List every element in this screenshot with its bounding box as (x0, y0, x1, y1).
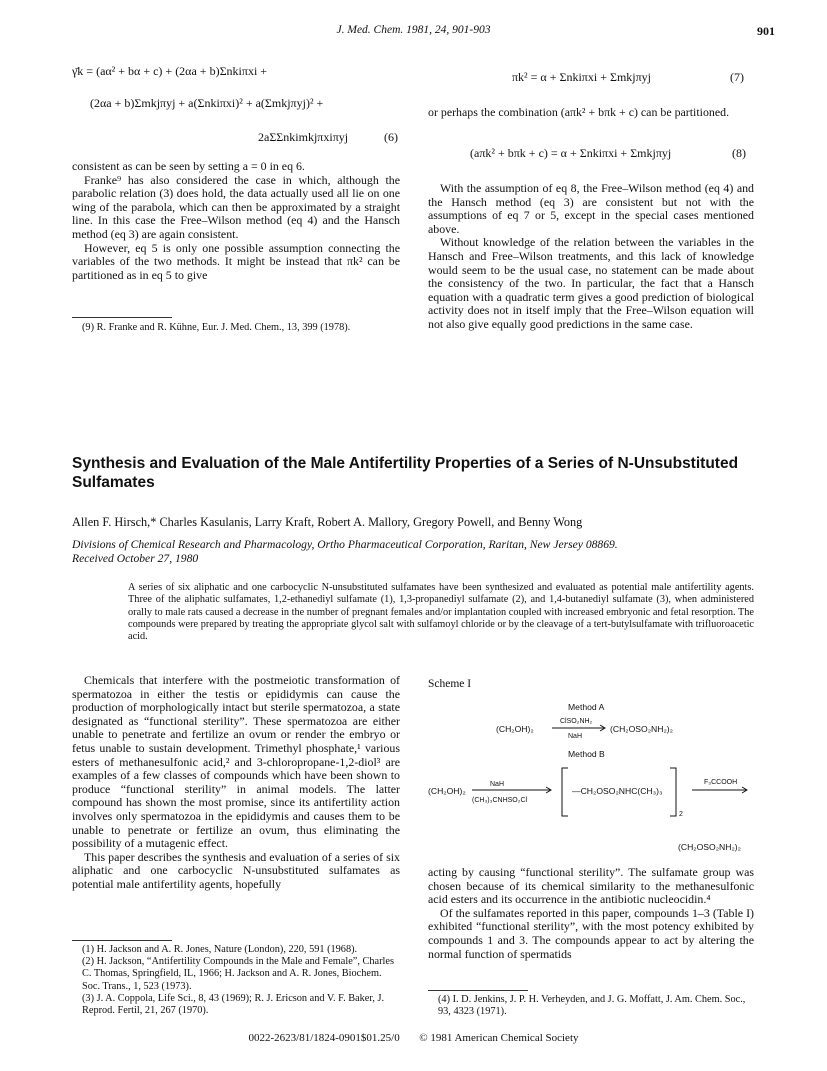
method-b-reactant: (CH₂OH)₂ (428, 786, 466, 796)
method-a-reagent-top: ClSO₂NH₂ (560, 718, 593, 725)
affiliation (72, 538, 762, 565)
footnote-3: (3) J. A. Coppola, Life Sci., 8, 43 (1969); R. J. Ericson and V. F. Baker, J. Reprod. Fertil, 21, 267 (1970). (82, 992, 385, 1017)
left-top-text (72, 160, 400, 282)
copyright-notice: © 1981 American Chemical Society (419, 1032, 579, 1044)
method-a-reactant: (CH₂OH)₂ (496, 724, 534, 734)
bracket-left (562, 768, 568, 816)
paragraph: Of the sulfamates reported in this paper, compounds 1–3 (Table I) exhibited “functional sterility”, with the most potency exhibited by compounds 1 and 3. The compounds appear to act by altering the normal function of spermatids (428, 905, 754, 961)
equation-6-line-3: 2aΣΣnkimkjπxiπyj (258, 130, 349, 144)
paragraph: With the assumption of eq 8, the Free–Wilson method (eq 4) and the Hansch method (eq 3) are consistent but not with the assumptions of eq 7 or 5, except in the special cases mentioned above. (428, 181, 754, 236)
method-b-reagent-top: NaH (490, 781, 505, 788)
page-footer (0, 1032, 827, 1044)
equation-7: πk² = α + Σnkiπxi + Σmkjπyj (512, 70, 652, 84)
footnote-1: (1) H. Jackson and A. R. Jones, Nature (London), 220, 591 (1968). (82, 944, 358, 955)
footnote-divider (428, 990, 528, 991)
running-header (0, 24, 827, 40)
method-b-intermediate: —CH₂OSO₂NHC(CH₃)₃ (572, 786, 663, 796)
author-list: Allen F. Hirsch,* Charles Kasulanis, Larry Kraft, Robert A. Mallory, Gregory Powell, and Benny Wong (72, 515, 583, 529)
footnote-9: (9) R. Franke and R. Kühne, Eur. J. Med. Chem., 13, 399 (1978). (82, 322, 351, 333)
journal-citation: J. Med. Chem. 1981, 24, 901-903 (336, 24, 491, 36)
paragraph: This paper describes the synthesis and evaluation of a series of six aliphatic and one carbocyclic N-unsubstituted sulfamates as potential male antifertility agents, hopefully (72, 849, 400, 891)
equation-8: (aπk² + bπk + c) = α + Σnkiπxi + Σmkjπyj (470, 146, 672, 160)
method-a-product: (CH₂OSO₂NH₂)₂ (610, 724, 673, 734)
paragraph: acting by causing “functional sterility”. The sulfamate group was chosen because of its chemical similarity to the methanesulfonic acid esters and its occurrence in the antibiotic nucleocidin.⁴ (428, 865, 754, 907)
method-b-product: (CH₂OSO₂NH₂)₂ (678, 842, 741, 852)
affiliation-text: Divisions of Chemical Research and Pharmacology, Ortho Pharmaceutical Corporation, Raritan, New Jersey 08869. (72, 538, 618, 551)
scheme-1-diagram (428, 690, 758, 860)
paragraph: Without knowledge of the relation between the variables in the Hansch and Free–Wilson treatments, and this lack of knowledge would seem to be the usual case, no statement can be made about the consistency of the two. In particular, the fact that a Hansch equation with a quadratic term gives a good prediction of biological activity does not in itself imply that the Free–Wilson equation will not also give equally good predictions in the same case. (428, 235, 754, 331)
equation-6-line-2: (2αa + b)Σmkjπyj + a(Σnkiπxi)² + a(Σmkjπyj)² + (90, 96, 324, 110)
paragraph: Franke⁹ has also considered the case in which, although the parabolic relation (3) does hold, the data actually used all lie on one wing of the parabola, which can then be approximated by a straight line. In this case the Free–Wilson method (eq 4) and the Hansch method (eq 3) are again consistent. (72, 172, 400, 241)
bracket-subscript: 2 (679, 811, 683, 818)
article-code: 0022-2623/81/1824-0901$01.25/0 (248, 1032, 400, 1044)
body-left-column (72, 674, 400, 892)
equation-7-number: (7) (730, 70, 744, 84)
scheme-label: Scheme I (428, 678, 472, 690)
abstract: A series of six aliphatic and one carbocyclic N-unsubstituted sulfamates have been synthesized and evaluated as potential male antifertility agents. Three of the aliphatic sulfamates, 1,2-ethanediyl sulfamate (1), 1,3-propanediyl sulfamate (2), and 1,4-butanediyl sulfamate (3), when administered orally to male rats caused a decrease in the number of pregnant females and/or implantation coupled with increased embryonic and fetal resorption. The compounds were prepared by treating the appropriate glycol salt with sulfamoyl chloride or by the cleavage of a tert-butylsulfamate with trifluoroacetic acid. (128, 582, 754, 643)
bracket-right (670, 768, 676, 816)
paragraph: However, eq 5 is only one possible assumption connecting the variables of the two methods. It might be instead that πk² can be partitioned as in eq 5 to give (72, 240, 400, 282)
method-a-label: Method A (568, 702, 605, 712)
footnotes-left (82, 944, 400, 1017)
paragraph: consistent as can be seen by setting a = 0 in eq 6. (72, 159, 305, 173)
equation-6-number: (6) (384, 130, 398, 144)
footnote-4: (4) I. D. Jenkins, J. P. H. Verheyden, and J. G. Moffatt, J. Am. Chem. Soc., 93, 4323 (1971). (438, 994, 746, 1018)
footnote-divider (72, 940, 172, 941)
right-top-text (428, 182, 754, 332)
equation-6-line-1: γ̄k = (aα² + bα + c) + (2αa + b)Σnkiπxi + (72, 64, 268, 78)
equation-8-number: (8) (732, 146, 746, 160)
body-right-column (428, 866, 754, 961)
article-title: Synthesis and Evaluation of the Male Antifertility Properties of a Series of N-Unsubstituted Sulfamates (72, 455, 739, 491)
method-b-reagent-bottom: (CH₃)₃CNHSO₂Cl (472, 797, 528, 804)
received-date: Received October 27, 1980 (72, 551, 199, 565)
paragraph: Chemicals that interfere with the postmeiotic transformation of spermatozoa in either the testis or epididymis can cause the production of morphologically intact but sterile spermatozoa, a state designated as “functional sterility”. These spermatozoa are either unable to penetrate and fertilize an ovum or render the embryo or fetus unable to sustain development. Trimethyl phosphate,¹ various esters of methanesulfonic acid,² and 3-chloropropane-1,2-diol³ are examples of a few classes of compounds which have been shown to produce “functional sterility” in animal models. The latter compound has shown the most promise, since its antifertility action involves only spermatozoa in the epididymis and causes them to be unable to penetrate or fertilize an ovum, thus eliminating the possibility of a mutagenic effect. (72, 673, 400, 851)
paragraph-partitioned: or perhaps the combination (aπk² + bπk + c) can be partitioned. (428, 105, 730, 119)
method-b-reagent-2: F₃CCOOH (704, 779, 738, 786)
method-a-reagent-bottom: NaH (568, 733, 583, 740)
footnote-2: (2) H. Jackson, “Antifertility Compounds in the Male and Female”, Charles C. Thomas, Springfield, IL, 1966; H. Jackson and A. R. Jones, Biochem. Soc. Trans., 1, 523 (1973). (82, 956, 394, 992)
method-b-label: Method B (568, 749, 605, 759)
footnote-divider (72, 317, 172, 318)
page-number: 901 (757, 24, 775, 38)
